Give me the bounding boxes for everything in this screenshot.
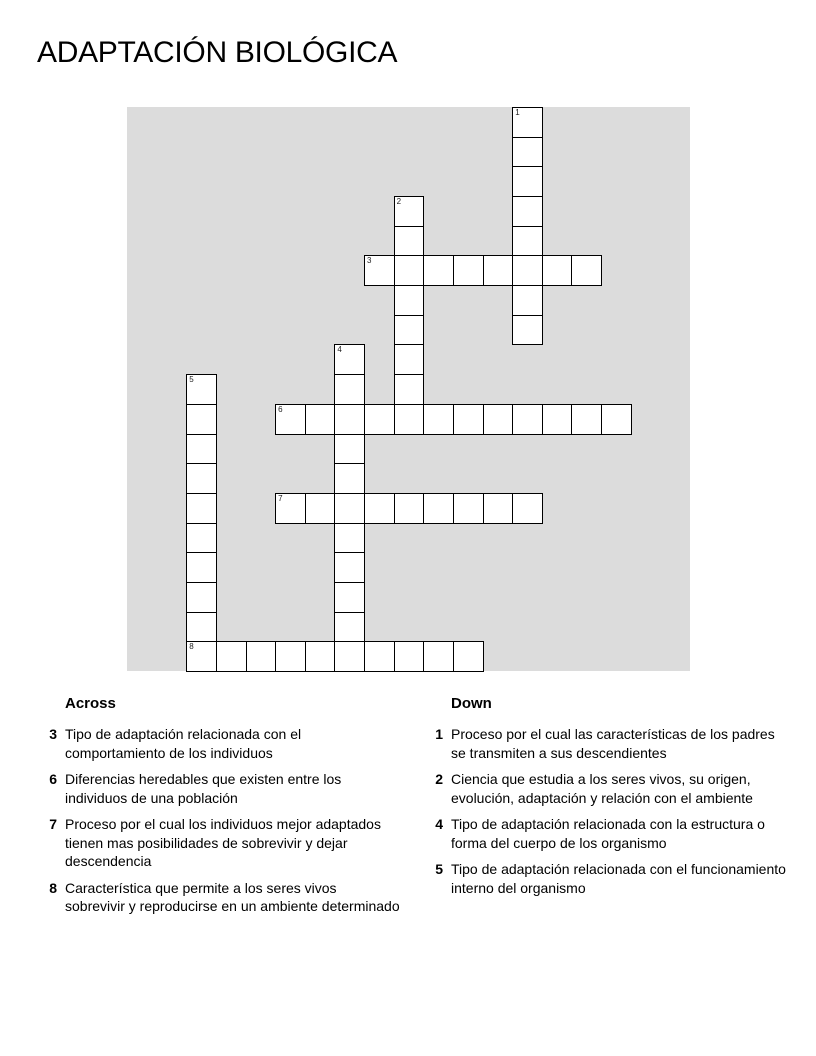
grid-cell[interactable]: [512, 107, 543, 138]
grid-cell[interactable]: [305, 493, 336, 524]
grid-cell[interactable]: [186, 523, 217, 554]
grid-cell[interactable]: [334, 404, 365, 435]
grid-cell[interactable]: [334, 344, 365, 375]
grid-cell[interactable]: [186, 552, 217, 583]
grid-cell[interactable]: [453, 404, 484, 435]
grid-cell[interactable]: [334, 582, 365, 613]
cell-number: 1: [515, 108, 520, 117]
grid-cell[interactable]: [334, 612, 365, 643]
grid-cell[interactable]: [364, 255, 395, 286]
grid-cell[interactable]: [364, 404, 395, 435]
grid-cell[interactable]: [512, 226, 543, 257]
clue-text: Diferencias heredables que existen entre los individuos de una población: [65, 771, 342, 806]
grid-cell[interactable]: [512, 285, 543, 316]
grid-cell[interactable]: [186, 493, 217, 524]
grid-cell[interactable]: [216, 641, 247, 672]
grid-cell[interactable]: [334, 641, 365, 672]
cell-number: 5: [189, 375, 194, 385]
grid-cell[interactable]: [512, 196, 543, 227]
grid-cell[interactable]: [305, 641, 336, 672]
grid-cell[interactable]: [512, 315, 543, 346]
clue-text: Tipo de adaptación relacionada con el funcionamiento interno del organismo: [451, 861, 786, 896]
grid-cell[interactable]: [334, 434, 365, 465]
grid-cell[interactable]: [394, 255, 425, 286]
clue-down-2: [426, 770, 786, 807]
grid-cell[interactable]: [334, 463, 365, 494]
clue-text: Proceso por el cual los individuos mejor adaptados tienen mas posibilidades de sobrevivir y dejar descendencia: [65, 816, 381, 869]
clue-number: 2: [435, 771, 443, 787]
grid-cell[interactable]: [364, 641, 395, 672]
grid-cell[interactable]: [542, 255, 573, 286]
grid-cell[interactable]: [571, 255, 602, 286]
grid-cell[interactable]: [512, 137, 543, 168]
clue-number: 1: [435, 726, 443, 742]
grid-cell[interactable]: [601, 404, 632, 435]
grid-cell[interactable]: [394, 196, 425, 227]
clue-across-8: [40, 879, 400, 916]
grid-cell[interactable]: [512, 493, 543, 524]
grid-cell[interactable]: [512, 166, 543, 197]
cell-number: 8: [189, 642, 194, 652]
grid-cell[interactable]: [453, 641, 484, 672]
grid-cell[interactable]: [334, 552, 365, 583]
grid-cell[interactable]: [364, 493, 395, 524]
grid-cell[interactable]: [394, 285, 425, 316]
grid-cell[interactable]: [571, 404, 602, 435]
clue-text: Tipo de adaptación relacionada con la estructura o forma del cuerpo de los organismo: [451, 816, 765, 851]
grid-cell[interactable]: [334, 523, 365, 554]
grid-cell[interactable]: [394, 315, 425, 346]
grid-cell[interactable]: [512, 404, 543, 435]
clue-number: 7: [49, 816, 57, 832]
grid-cell[interactable]: [423, 255, 454, 286]
clue-down-5: [426, 860, 786, 897]
clue-down-1: [426, 725, 786, 762]
grid-cell[interactable]: [275, 493, 306, 524]
cell-number: 4: [337, 345, 342, 355]
grid-cell[interactable]: [542, 404, 573, 435]
grid-cell[interactable]: [512, 255, 543, 286]
clue-number: 6: [49, 771, 57, 787]
cell-number: 7: [278, 493, 283, 503]
grid-cell[interactable]: [423, 404, 454, 435]
across-clues: [40, 694, 400, 924]
grid-cell[interactable]: [394, 404, 425, 435]
grid-cell[interactable]: [186, 404, 217, 435]
grid-cell[interactable]: [394, 493, 425, 524]
grid-cell[interactable]: [275, 404, 306, 435]
grid-cell[interactable]: [186, 612, 217, 643]
grid-cell[interactable]: [334, 374, 365, 405]
grid-cell[interactable]: [246, 641, 277, 672]
clue-text: Tipo de adaptación relacionada con el comportamiento de los individuos: [65, 726, 302, 761]
clue-across-6: [40, 770, 400, 807]
grid-cell[interactable]: [483, 404, 514, 435]
grid-cell[interactable]: [334, 493, 365, 524]
grid-cell[interactable]: [394, 641, 425, 672]
clue-number: 8: [49, 879, 57, 896]
grid-cell[interactable]: [275, 641, 306, 672]
cell-number: 6: [278, 404, 283, 414]
clue-number: 5: [435, 861, 443, 877]
page-title: ADAPTACIÓN BIOLÓGICA: [37, 36, 398, 69]
clue-text: Ciencia que estudia a los seres vivos, su origen, evolución, adaptación y relación con el ambiente: [451, 771, 753, 806]
grid-cell[interactable]: [186, 582, 217, 613]
grid-cell[interactable]: [305, 404, 336, 435]
cell-number: 3: [367, 256, 372, 266]
down-heading: Down: [451, 695, 492, 712]
grid-cell[interactable]: [453, 255, 484, 286]
cell-number: 2: [396, 197, 402, 207]
grid-cell[interactable]: [186, 374, 217, 405]
grid-cell[interactable]: [394, 374, 425, 405]
grid-cell[interactable]: [186, 641, 217, 672]
clue-down-4: [426, 815, 786, 852]
clue-text: Característica que permite a los seres vivos sobrevivir y reproducirse en un ambiente determinado: [65, 879, 400, 914]
across-heading: Across: [65, 695, 116, 712]
clue-text: Proceso por el cual las características de los padres se transmiten a sus descendientes: [451, 726, 775, 761]
grid-cell[interactable]: [453, 493, 484, 524]
grid-cell[interactable]: [186, 463, 217, 494]
grid-cell[interactable]: [483, 255, 514, 286]
grid-cell[interactable]: [394, 344, 425, 375]
clue-across-7: [40, 815, 400, 871]
down-clues: [426, 694, 786, 905]
grid-cell[interactable]: [483, 493, 514, 524]
clue-across-3: [40, 725, 400, 762]
grid-cell[interactable]: [186, 434, 217, 465]
clue-number: 4: [435, 816, 443, 832]
clue-number: 3: [49, 726, 57, 742]
grid-cell[interactable]: [423, 493, 454, 524]
grid-cell[interactable]: [394, 226, 425, 257]
crossword-grid: [127, 107, 690, 671]
grid-cell[interactable]: [423, 641, 454, 672]
